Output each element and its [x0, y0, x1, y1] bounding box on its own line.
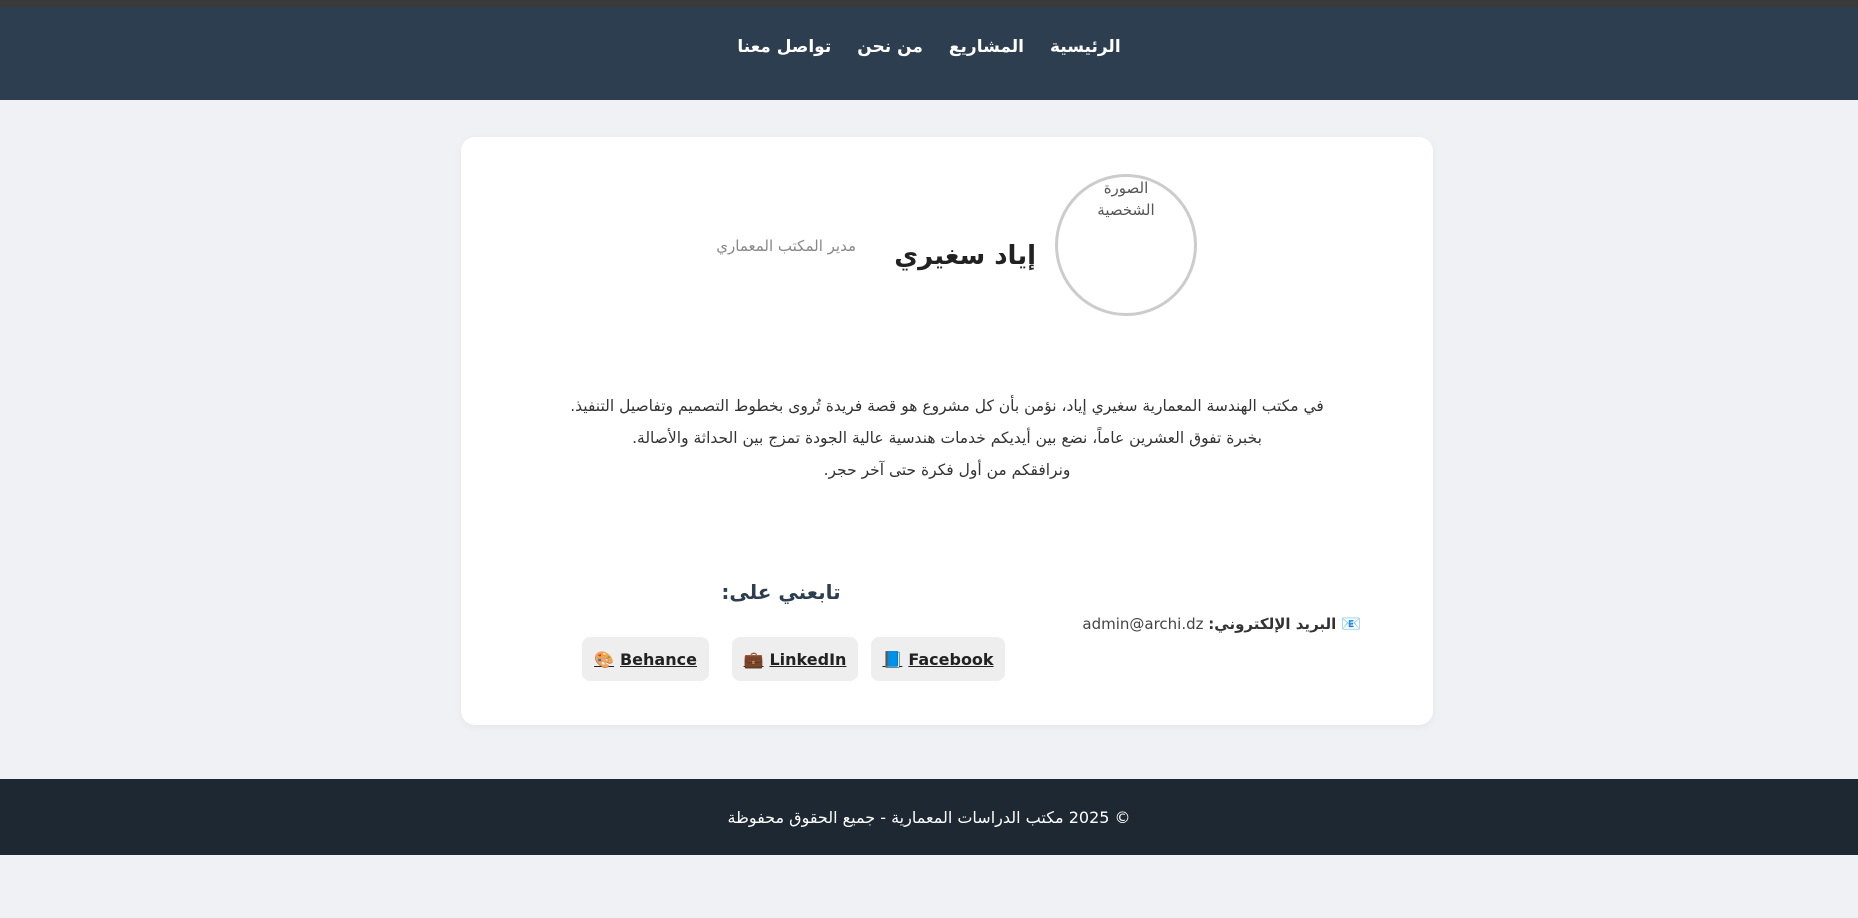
email-value[interactable]: admin@archi.dz	[1082, 615, 1204, 633]
follow-title: تابعني على:	[721, 580, 841, 604]
email-icon: 📧	[1341, 614, 1361, 633]
nav-item-about	[857, 37, 923, 57]
navbar	[0, 7, 1858, 100]
linkedin-icon: 💼	[743, 649, 764, 669]
profile-role: مدير المكتب المعماري	[716, 237, 856, 255]
profile-name: إياد سغيري	[894, 241, 1036, 271]
facebook-icon: 📘	[882, 649, 903, 669]
nav-item-projects	[949, 37, 1024, 57]
nav-link-about[interactable]: من نحن	[857, 36, 923, 57]
linkedin-button[interactable]	[732, 637, 858, 681]
bio-line: في مكتب الهندسة المعمارية سغيري إياد، نؤمن بأن كل مشروع هو قصة فريدة تُروى بخطوط التصميم وتفاصيل التنفيذ.	[570, 397, 1324, 415]
profile-card	[461, 137, 1433, 725]
behance-label: Behance	[619, 649, 697, 669]
bio-line: بخبرة تفوق العشرين عاماً، نضع بين أيديكم خدمات هندسية عالية الجودة تمزج بين الحداثة والأصالة.	[632, 429, 1262, 447]
bio-text	[501, 390, 1393, 486]
email-contact	[961, 614, 1361, 633]
social-links	[581, 637, 994, 681]
footer-copyright: © 2025 مكتب الدراسات المعمارية - جميع الحقوق محفوظة	[727, 807, 1131, 827]
behance-icon: 🎨	[594, 649, 614, 669]
nav-link-contact[interactable]: تواصل معنا	[737, 36, 832, 57]
top-strip	[0, 0, 1858, 7]
facebook-label: Facebook	[908, 649, 994, 669]
behance-button[interactable]	[582, 637, 709, 681]
nav-item-contact	[737, 37, 831, 57]
nav-item-home	[1050, 37, 1121, 57]
email-label: البريد الإلكتروني:	[1208, 615, 1337, 633]
facebook-button[interactable]	[871, 637, 1005, 681]
footer	[0, 779, 1858, 855]
avatar: الصورة الشخصية	[1055, 174, 1197, 316]
nav-link-home[interactable]: الرئيسية	[1049, 36, 1121, 57]
nav-link-projects[interactable]: المشاريع	[948, 36, 1024, 57]
bio-line: ونرافقكم من أول فكرة حتى آخر حجر.	[823, 461, 1071, 479]
linkedin-label: LinkedIn	[769, 649, 847, 669]
nav-menu	[737, 37, 1120, 57]
